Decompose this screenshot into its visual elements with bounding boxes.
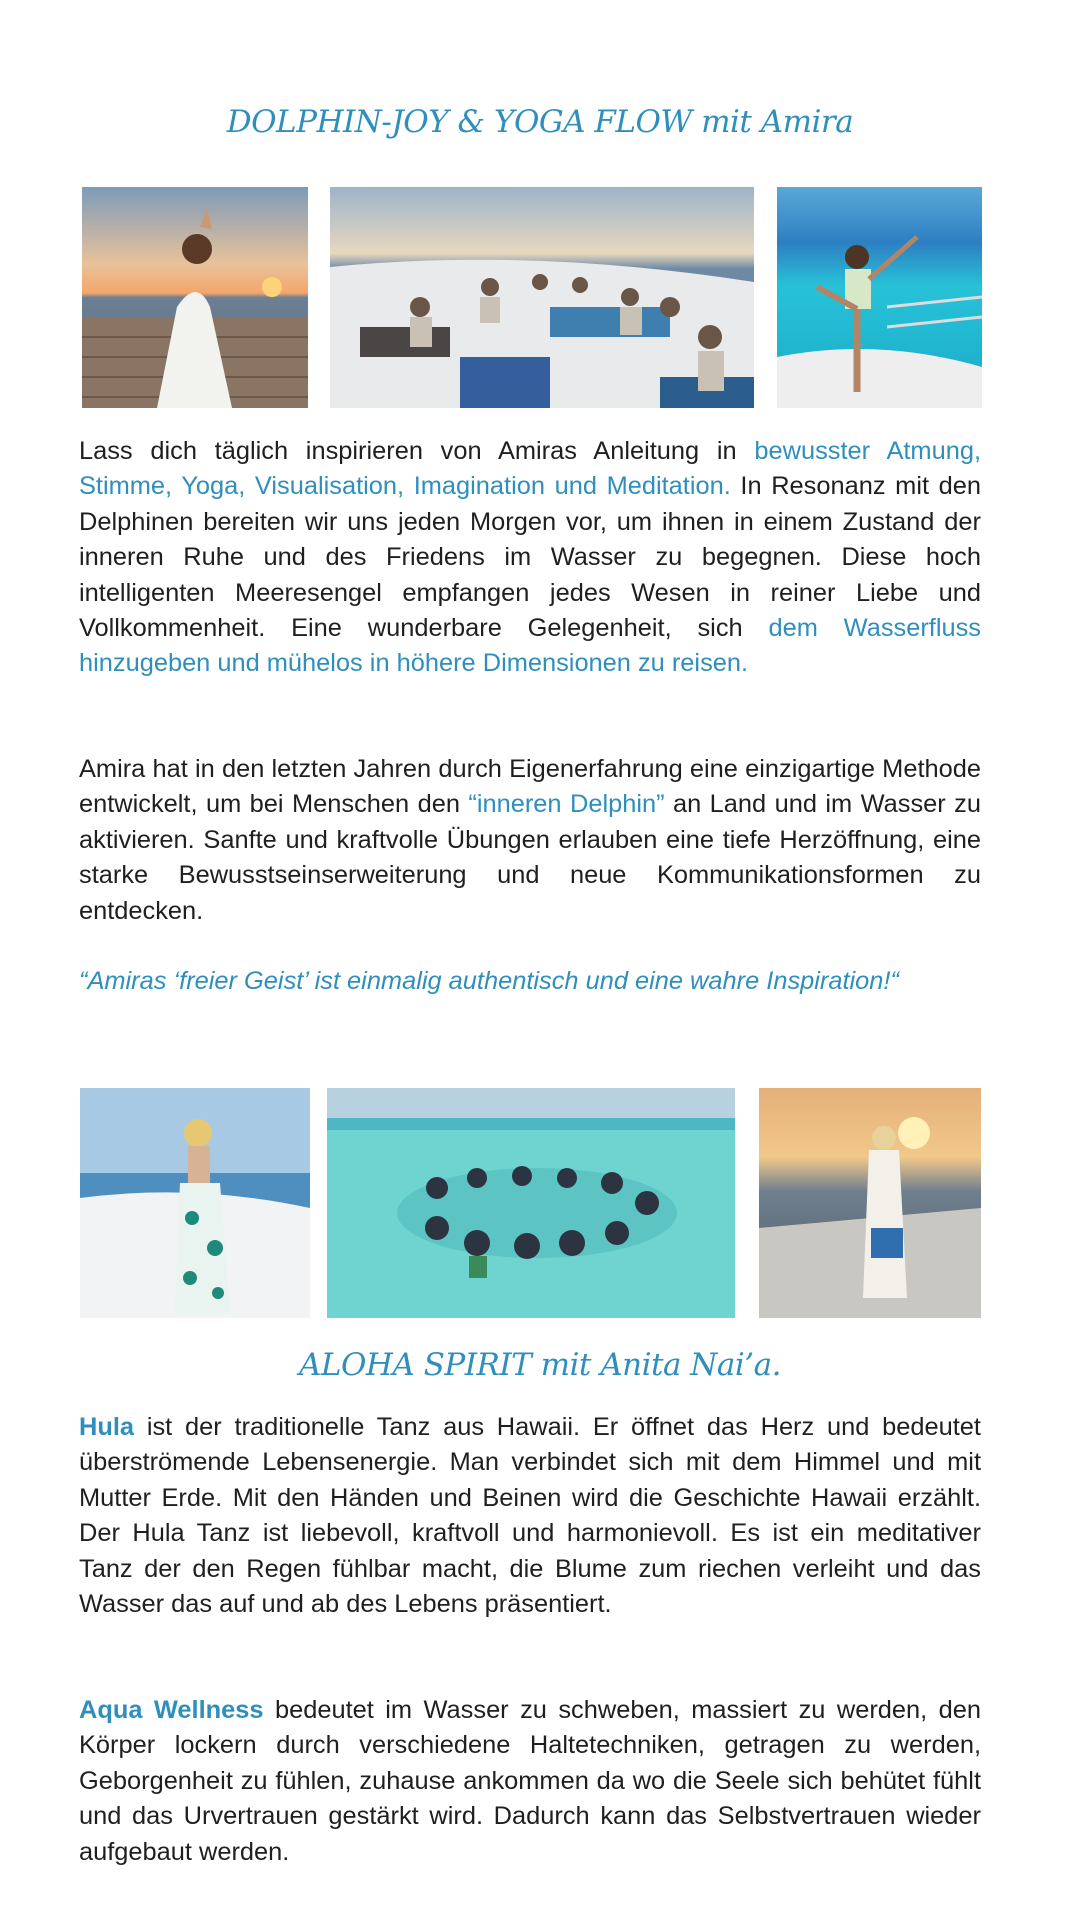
method-text-a: Amira hat in den letzten Jahren durch Eigenerfahrung eine einzigartige Methode entwickelt, um bei Menschen den	[79, 755, 981, 819]
section1-title: DOLPHIN-JOY & YOGA FLOW mit Amira	[226, 104, 854, 140]
method-text-c: an Land und im Wasser zu aktivieren. Sanfte und kraftvolle Übungen erlauben eine tiefe Herzöffnung, eine starke Bewusstseinserweiterung und neue Kommunikationsformen zu entdecken.	[79, 790, 981, 925]
photo-group-yoga-boat	[330, 187, 754, 408]
photo-woman-sunset-boat	[759, 1088, 981, 1318]
intro-highlight-wasserfluss: dem Wasserfluss hinzugeben und mühelos in höhere Dimensionen zu reisen.	[79, 614, 982, 678]
testimonial-quote: “Amiras ‘freier Geist’ ist einmalig authentisch und eine wahre Inspiration!“	[79, 967, 899, 995]
hula-label: Hula	[79, 1413, 135, 1441]
photo-woman-boat-deck	[80, 1088, 310, 1318]
paragraph-aqua-wellness	[79, 1693, 981, 1870]
photo-group-circle-lagoon	[327, 1088, 735, 1318]
intro-text-c: In Resonanz mit den Delphinen bereiten wir uns jeden Morgen vor, um ihnen in einem Zustand der inneren Ruhe und des Friedens im Wasser zu begegnen. Diese hoch intelligenten Meeresengel empfangen jedes Wesen in reiner Liebe und Vollkommenheit. Eine wunderbare Gelegenheit, sich	[79, 472, 982, 643]
aqua-wellness-text: bedeutet im Wasser zu schweben, massiert zu werden, den Körper lockern durch verschiedene Haltetechniken, getragen zu werden, Geborgenheit zu fühlen, zuhause ankommen da wo die Seele sich behütet fühlt und das Urvertrauen gestärkt wird. Dadurch kann das Selbstvertrauen wieder aufgebaut werden.	[79, 1696, 982, 1866]
aqua-wellness-label: Aqua Wellness	[79, 1696, 264, 1724]
paragraph-hula	[79, 1410, 981, 1622]
intro-text-a: Lass dich täglich inspirieren von Amiras Anleitung in	[79, 437, 755, 465]
section2-title: ALOHA SPIRIT mit Anita Nai’a.	[298, 1347, 781, 1383]
hula-text: ist der traditionelle Tanz aus Hawaii. Er öffnet das Herz und bedeutet überströmende Lebensenergie. Man verbindet sich mit dem Himmel und mit Mutter Erde. Mit den Händen und Beinen wird die Geschichte Hawaii erzählt. Der Hula Tanz ist liebevoll, kraftvoll und harmonievoll. Es ist ein meditativer Tanz der den Regen fühlbar macht, die Blume zum riechen verleiht und das Wasser das auf und ab des Lebens präsentiert.	[79, 1413, 981, 1619]
method-highlight-delphin: “inneren Delphin”	[468, 790, 665, 819]
photo-yoga-sunset-deck	[82, 187, 308, 408]
paragraph-method	[79, 752, 981, 929]
photo-yoga-pose-blue-sea	[777, 187, 982, 408]
intro-highlight-atmung: bewusster Atmung, Stimme, Yoga, Visualisation, Imagination und Meditation.	[79, 437, 982, 501]
paragraph-intro	[79, 434, 981, 682]
